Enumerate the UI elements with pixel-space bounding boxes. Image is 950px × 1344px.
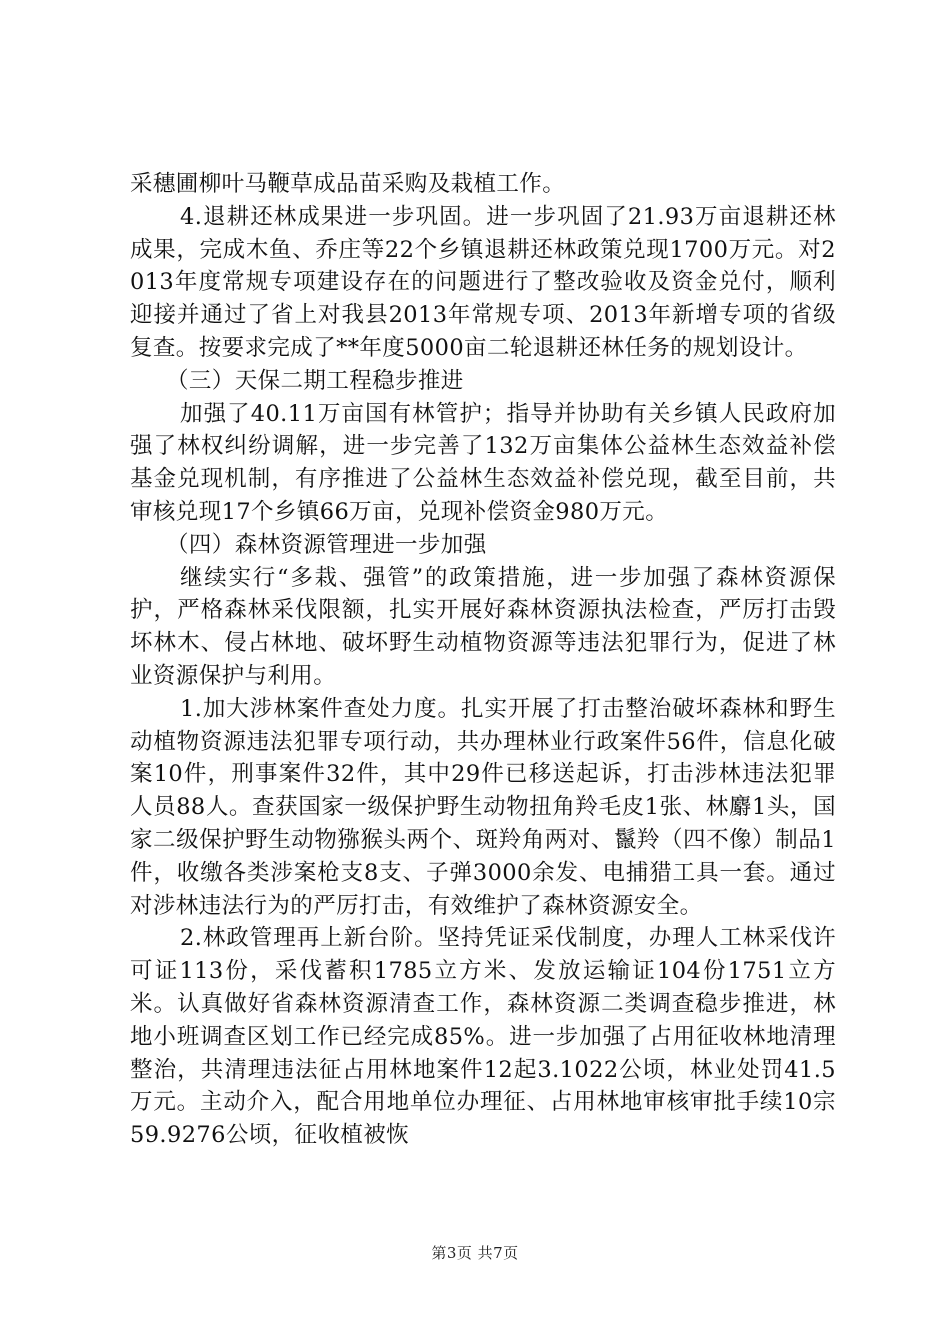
paragraph-case-enforcement: 1.加大涉林案件查处力度。扎实开展了打击整治破坏森林和野生动植物资源违法犯罪专项行动，共办理林业行政案件56件，信息化破案10件，刑事案件32件，其中29件已移送起诉，打击涉林违法犯罪人员88人。查获国家一级保护野生动物扭角羚毛皮1张、林麝1头，国家二级保护野生动物猕猴头两个、斑羚角两对、鬣羚（四不像）制品1件，收缴各类涉案枪支8支、子弹3000余发、电捕猎工具一套。通过对涉林违法行为的严厉打击，有效维护了森林资源安全。 — [130, 695, 836, 919]
document-body — [130, 168, 836, 1152]
paragraph-continuation: 采穗圃柳叶马鞭草成品苗采购及栽植工作。 — [130, 171, 566, 197]
paragraph-tianbao: 加强了40.11万亩国有林管护；指导并协助有关乡镇人民政府加强了林权纠纷调解，进一步完善了132万亩集体公益林生态效益补偿基金兑现机制，有序推进了公益林生态效益补偿兑现，截至目前，共审核兑现17个乡镇66万亩，兑现补偿资金980万元。 — [130, 400, 836, 525]
paragraph-forest-administration: 2.林政管理再上新台阶。坚持凭证采伐制度，办理人工林采伐许可证113份，采伐蓄积1785立方米、发放运输证104份1751立方米。认真做好省森林资源清查工作，森林资源二类调查稳步推进，林地小班调查区划工作已经完成85%。进一步加强了占用征收林地清理整治，共清理违法征占用林地案件12起3.1022公顷，林业处罚41.5万元。主动介入，配合用地单位办理征、占用林地审核审批手续10宗59.9276公顷，征收植被恢 — [130, 925, 836, 1149]
section-heading-tianbao: （三）天保二期工程稳步推进 — [166, 367, 464, 394]
section-heading-forest-resources: （四）森林资源管理进一步加强 — [166, 531, 487, 558]
paragraph-forest-resources: 继续实行“多栽、强管”的政策措施，进一步加强了森林资源保护，严格森林采伐限额，扎实开展好森林资源执法检查，严厉打击毁坏林木、侵占林地、破坏野生动植物资源等违法犯罪行为，促进了林业资源保护与利用。 — [130, 564, 836, 689]
paragraph-returning-farmland: 4.退耕还林成果进一步巩固。进一步巩固了21.93万亩退耕还林成果，完成木鱼、乔庄等22个乡镇退耕还林政策兑现1700万元。对2013年度常规专项建设存在的问题进行了整改验收及资金兑付，顺利迎接并通过了省上对我县2013年常规专项、2013年新增专项的省级复查。按要求完成了**年度5000亩二轮退耕还林任务的规划设计。 — [130, 203, 836, 361]
page-footer: 第3页 共7页 — [431, 1244, 519, 1262]
